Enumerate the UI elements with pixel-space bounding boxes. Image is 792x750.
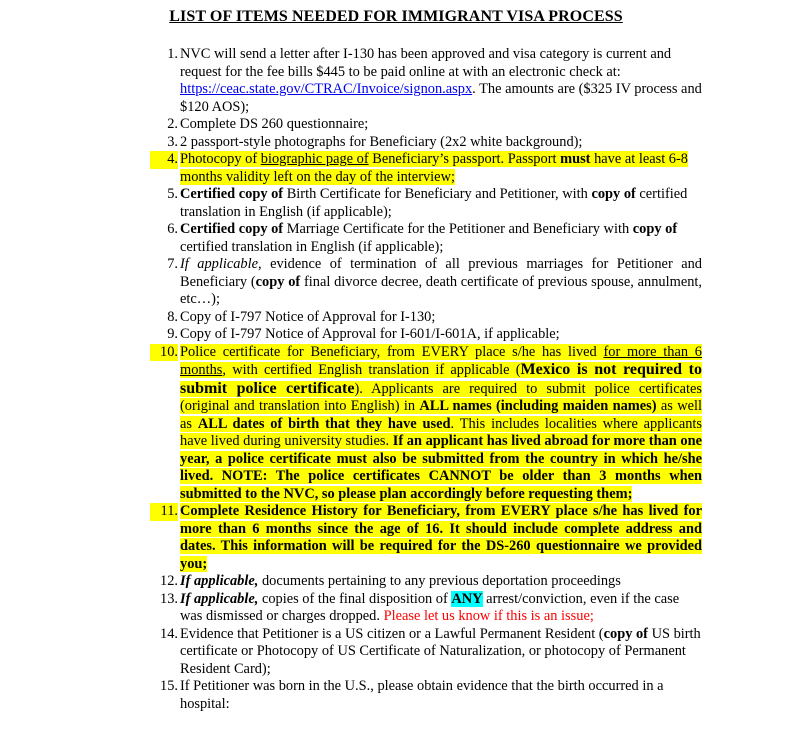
- bold-text: Certified copy of: [180, 186, 284, 202]
- item-text: [180, 256, 702, 309]
- text: Evidence that Petitioner is a US citizen or a Lawful Permanent Resident (: [180, 625, 604, 642]
- item-number: 5.: [167, 186, 178, 202]
- red-note: Please let us know if this is an issue;: [383, 608, 594, 624]
- item-number: 8.: [167, 308, 178, 325]
- item-number: 12.: [160, 573, 178, 589]
- item-number: 15.: [160, 678, 178, 694]
- underlined-text: biographic page of: [260, 151, 369, 167]
- item-text: [180, 503, 702, 573]
- list-item-15: [150, 678, 702, 713]
- text: certified translation in English (if applicable);: [180, 238, 444, 255]
- item-text: 2 passport-style photographs for Beneficiary (2x2 white background);: [180, 133, 583, 150]
- item-number: 9.: [167, 326, 178, 342]
- bold-italic-text: If applicable,: [180, 590, 259, 607]
- item-number: 3.: [167, 133, 178, 150]
- highlighted-any: ANY: [451, 590, 483, 607]
- text: as well as: [180, 398, 702, 432]
- text: arrest/conviction, even if the case was dismissed or charges dropped.: [180, 590, 680, 624]
- item-number: 14.: [160, 625, 178, 642]
- item-text: [180, 151, 702, 186]
- bold-text: copy of: [632, 221, 678, 237]
- item-text: Copy of I-797 Notice of Approval for I-601/I-601A, if applicable;: [180, 326, 560, 342]
- text: . This includes localities where applicants have lived during university studies.: [180, 415, 703, 449]
- text: documents pertaining to any previous deportation proceedings: [258, 573, 621, 589]
- text: Police certificate for Beneficiary, from EVERY place s/he has lived: [180, 343, 604, 360]
- item-text: [180, 626, 702, 679]
- bold-text: copy of: [255, 273, 301, 290]
- list-item-3: [150, 134, 702, 152]
- ceac-link[interactable]: https://ceac.state.gov/CTRAC/Invoice/signon.aspx: [180, 81, 473, 97]
- item-text: [180, 573, 702, 591]
- text: copies of the final disposition of: [258, 590, 452, 607]
- list-item-13: [150, 591, 702, 626]
- text: , with certified English translation if applicable (: [222, 362, 521, 378]
- item-text: [180, 221, 702, 256]
- list-item-8: [150, 309, 702, 327]
- text: Photocopy of: [180, 151, 261, 167]
- list-item-14: [150, 626, 702, 679]
- list-item-11: [150, 503, 702, 573]
- item-number: 11.: [150, 503, 178, 521]
- text: ). Applicants are required to submit police certificates (original and translation into English) in: [180, 380, 702, 414]
- text: , evidence of termination of all previous marriages for Petitioner and Beneficiary (: [180, 256, 702, 290]
- item-text: Complete DS 260 questionnaire;: [180, 116, 369, 132]
- list-item-12: [150, 573, 702, 591]
- text: Birth Certificate for Beneficiary and Petitioner, with: [283, 186, 592, 202]
- document-title: LIST OF ITEMS NEEDED FOR IMMIGRANT VISA PROCESS: [169, 8, 623, 25]
- list-item-7: [150, 256, 702, 309]
- bold-text: If an applicant has lived abroad for more than one year, a police certificate must also be submitted from the country in which he/she lived. NOTE: The police certificates CANNOT be older than 3 months when submitted to the NVC, so please plan accordingly before requesting them;: [180, 433, 702, 502]
- item-number: 13.: [160, 590, 178, 607]
- list-item-2: [150, 116, 702, 134]
- item-number: 4.: [150, 151, 178, 169]
- bold-text: must: [560, 151, 591, 167]
- text: Marriage Certificate for the Petitioner and Beneficiary with: [283, 221, 633, 237]
- list-item-6: [150, 221, 702, 256]
- text: . The amounts are ($325 IV process and $120 AOS);: [180, 81, 702, 115]
- bold-text: Certified copy of: [180, 221, 284, 237]
- item-text: If Petitioner was born in the U.S., please obtain evidence that the birth occurred in a hospital:: [180, 678, 664, 712]
- underlined-text: for more than 6 months: [180, 343, 702, 378]
- text: have at least 6-8 months validity left on the day of the interview;: [180, 151, 688, 185]
- italic-text: If applicable: [180, 256, 259, 272]
- items-list: [150, 46, 702, 713]
- list-item-10: [150, 344, 702, 504]
- item-text: [180, 46, 702, 116]
- item-number: 2.: [167, 116, 178, 132]
- text: final divorce decree, death certificate of previous spouse, annulment, etc…);: [180, 273, 702, 307]
- item-number: 7.: [167, 256, 178, 272]
- item-number: 1.: [167, 46, 178, 62]
- list-item-5: [150, 186, 702, 221]
- bold-text: copy of: [603, 625, 648, 642]
- bold-text: Mexico is not required to submit police certificate: [180, 361, 702, 397]
- list-item-1: [150, 46, 702, 116]
- item-text: [180, 344, 702, 504]
- list-item-9: [150, 326, 702, 344]
- bold-italic-text: If applicable,: [180, 573, 259, 589]
- item-text: Copy of I-797 Notice of Approval for I-130;: [180, 308, 436, 325]
- item-text: [180, 591, 702, 626]
- text: Beneficiary’s passport. Passport: [368, 151, 561, 167]
- bold-text: Complete Residence History for Beneficiary, from EVERY place s/he has lived for more than 6 months since the age of 16. It should include complete address and dates. This information will be required for the DS-260 questionnaire we provided you;: [180, 503, 702, 572]
- bold-text: copy of: [591, 186, 636, 202]
- item-text: [180, 186, 702, 221]
- bold-text: ALL dates of birth that they have used: [197, 415, 451, 432]
- item-number: 6.: [167, 221, 178, 237]
- item-number: 10.: [150, 344, 178, 362]
- text: NVC will send a letter after I-130 has been approved and visa category is current and request for the fee bills $445 to be paid online at with an electronic check at:: [180, 46, 672, 80]
- text: US birth certificate or Photocopy of US Certificate of Naturalization, or photocopy of Permanent Resident Card);: [180, 625, 701, 677]
- text: certified translation in English (if applicable);: [180, 186, 688, 220]
- list-item-4: [150, 151, 702, 186]
- bold-text: ALL names (including maiden names): [419, 398, 657, 414]
